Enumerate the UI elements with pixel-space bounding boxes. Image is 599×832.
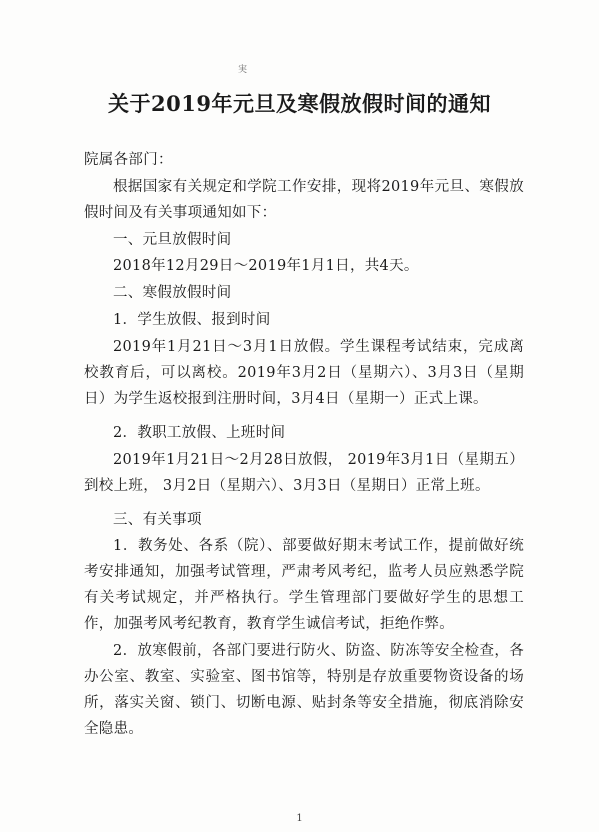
section3-item1: 1．教务处、各系（院）、部要做好期末考试工作，提前做好统考安排通知，加强考试管理，严肃考风考纪，监考人员应熟悉学院有关考试规定，并严格执行。学生管理部门要做好学生的思想工作，加强考风考纪教育，教育学生诚信考试，拒绝作弊。 [84,538,524,633]
stamp-mark: 実 [238,65,248,75]
addressee: 院属各部门： [84,152,173,168]
page-number: 1 [296,813,303,824]
section1-heading: 一、元旦放假时间 [113,231,232,248]
section3-item2: 2．放寒假前，各部门要进行防火、防盗、防冻等安全检查，各办公室、教室、实验室、图书馆等，特别是存放重要物资设备的场所，落实关窗、锁门、切断电源、贴封条等安全措施，彻底消除安全隐患。 [84,643,524,738]
document-body [84,147,524,743]
section2-sub1-heading: 1．学生放假、报到时间 [113,311,271,328]
section2-sub2-heading: 2．教职工放假、上班时间 [113,424,286,441]
intro-paragraph: 根据国家有关规定和学院工作安排，现将2019年元旦、寒假放假时间及有关事项通知如下： [84,178,524,221]
document-title: 关于2019年元旦及寒假放假时间的通知 [108,91,491,116]
section2-heading: 二、寒假放假时间 [113,285,232,302]
section3-heading: 三、有关事项 [113,511,202,528]
section1-text: 2018年12月29日～2019年1月1日，共4天。 [113,258,419,275]
section2-sub1-text: 2019年1月21日～3月1日放假。学生课程考试结束，完成离校教育后，可以离校。2019年3月2日（星期六）、3月3日（星期日）为学生返校报到注册时间，3月4日（星期一）正式上课。 [84,338,524,407]
section2-sub2-text: 2019年1月21日～2月28日放假， 2019年3月1日（星期五）到校上班， 3月2日（星期六）、3月3日（星期日）正常上班。 [84,451,524,494]
